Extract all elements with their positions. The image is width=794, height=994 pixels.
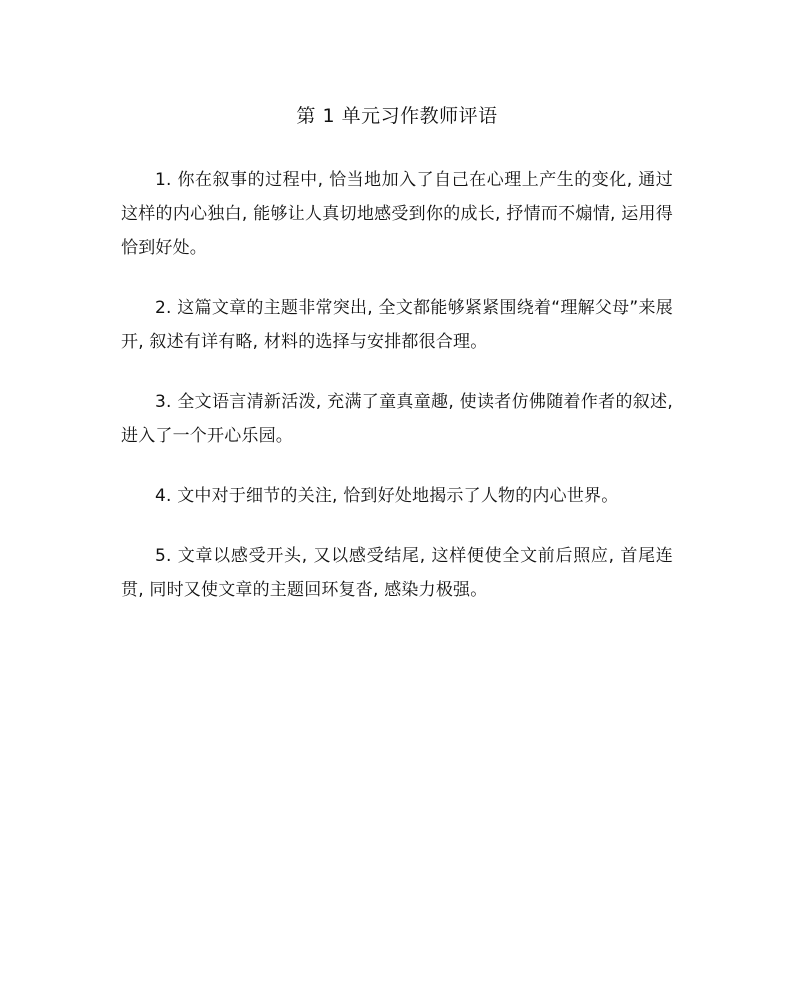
- comment-paragraph-5: 5. 文章以感受开头, 又以感受结尾, 这样便使全文前后照应, 首尾连贯, 同时又使文章的主题回环复沓, 感染力极强。: [121, 546, 673, 600]
- document-title: 第 1 单元习作教师评语: [296, 105, 498, 127]
- comment-paragraph-2: 2. 这篇文章的主题非常突出, 全文都能够紧紧围绕着“理解父母”来展开, 叙述有详有略, 材料的选择与安排都很合理。: [121, 298, 673, 352]
- comment-paragraph-1: 1. 你在叙事的过程中, 恰当地加入了自己在心理上产生的变化, 通过这样的内心独白, 能够让人真切地感受到你的成长, 抒情而不煽情, 运用得恰到好处。: [121, 170, 673, 258]
- comment-paragraph-4: 4. 文中对于细节的关注, 恰到好处地揭示了人物的内心世界。: [155, 486, 619, 506]
- comment-paragraph-3: 3. 全文语言清新活泼, 充满了童真童趣, 使读者仿佛随着作者的叙述, 进入了一个开心乐园。: [121, 392, 673, 446]
- document-body: [121, 163, 673, 633]
